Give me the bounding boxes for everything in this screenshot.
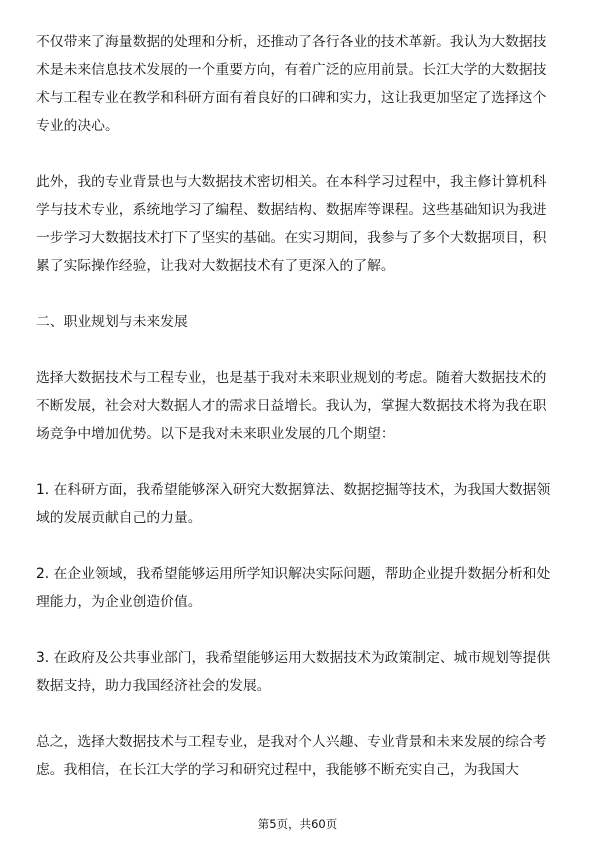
paragraph-intro-continued: 不仅带来了海量数据的处理和分析，还推动了各行各业的技术革新。我认为大数据技术是未来信息技术发展的一个重要方向，有着广泛的应用前景。长江大学的大数据技术与工程专业在教学和科研方面有着良好的口碑和实力，这让我更加坚定了选择这个专业的决心。 bbox=[36, 34, 547, 134]
paragraph-gap bbox=[36, 280, 560, 308]
paragraph-gap bbox=[36, 616, 560, 644]
paragraph-background: 此外，我的专业背景也与大数据技术密切相关。在本科学习过程中，我主修计算机科学与技术专业，系统地学习了编程、数据结构、数据库等课程。这些基础知识为我进一步学习大数据技术打下了坚实的基础。在实习期间，我参与了多个大数据项目，积累了实际操作经验，让我对大数据技术有了更深入的了解。 bbox=[36, 174, 547, 274]
paragraph-career-plan: 选择大数据技术与工程专业，也是基于我对未来职业规划的考虑。随着大数据技术的不断发展，社会对大数据人才的需求日益增长。我认为，掌握大数据技术将为我在职场竞争中增加优势。以下是我对未来职业发展的几个期望： bbox=[36, 370, 547, 442]
list-item-government: 3. 在政府及公共事业部门，我希望能够运用大数据技术为政策制定、城市规划等提供数据支持，助力我国经济社会的发展。 bbox=[36, 650, 551, 694]
section-heading: 二、职业规划与未来发展 bbox=[36, 314, 188, 330]
paragraph-gap bbox=[36, 140, 560, 168]
paragraph-gap bbox=[36, 700, 560, 728]
paragraph-gap bbox=[36, 532, 560, 560]
paragraph-gap bbox=[36, 336, 560, 364]
page-content bbox=[36, 28, 560, 784]
page-number-footer: 第5页，共60页 bbox=[257, 817, 338, 831]
list-item-research: 1. 在科研方面，我希望能够深入研究大数据算法、数据挖掘等技术，为我国大数据领域的发展贡献自己的力量。 bbox=[36, 482, 551, 526]
paragraph-conclusion: 总之，选择大数据技术与工程专业，是我对个人兴趣、专业背景和未来发展的综合考虑。我相信，在长江大学的学习和研究过程中，我能够不断充实自己，为我国大 bbox=[36, 734, 547, 778]
list-item-enterprise: 2. 在企业领域，我希望能够运用所学知识解决实际问题，帮助企业提升数据分析和处理能力，为企业创造价值。 bbox=[36, 566, 551, 610]
paragraph-gap bbox=[36, 448, 560, 476]
